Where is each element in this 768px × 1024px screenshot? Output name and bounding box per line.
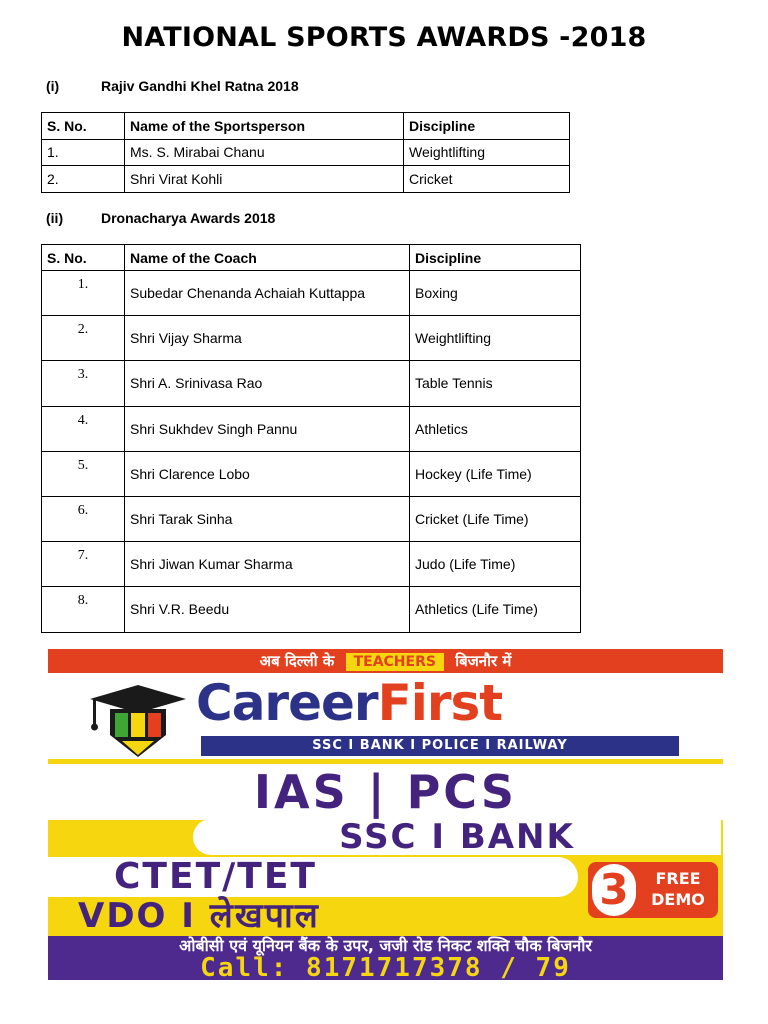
free-demo-badge xyxy=(588,862,718,918)
column-header: Discipline xyxy=(404,113,570,140)
ad-teachers-badge: TEACHERS xyxy=(346,653,444,671)
ad-brand-name xyxy=(196,673,502,733)
discipline-cell: Cricket xyxy=(404,166,570,193)
discipline-cell: Weightlifting xyxy=(410,316,581,361)
brand-first-text: First xyxy=(377,674,503,732)
serial-cell: 1. xyxy=(42,271,125,316)
name-cell: Shri Sukhdev Singh Pannu xyxy=(125,406,410,451)
serial-cell: 2. xyxy=(42,316,125,361)
khel-ratna-table xyxy=(41,112,570,193)
ad-ias-pcs-line: IAS | PCS xyxy=(48,761,723,820)
ad-ctet-line: CTET/TET xyxy=(48,857,578,897)
table-header-row xyxy=(42,245,581,271)
ad-tagline: SSC I BANK I POLICE I RAILWAY xyxy=(201,736,679,756)
table-row xyxy=(42,496,581,541)
serial-cell: 5. xyxy=(42,451,125,496)
name-cell: Shri Vijay Sharma xyxy=(125,316,410,361)
serial-cell: 8. xyxy=(42,587,125,632)
column-header: S. No. xyxy=(42,245,125,271)
free-demo-label xyxy=(642,868,714,910)
discipline-cell: Hockey (Life Time) xyxy=(410,451,581,496)
careerfirst-advertisement xyxy=(48,649,723,980)
dronacharya-table xyxy=(41,244,581,633)
name-cell: Shri A. Srinivasa Rao xyxy=(125,361,410,406)
table-row xyxy=(42,587,581,632)
section-1-number: (i) xyxy=(46,78,60,94)
discipline-cell: Athletics xyxy=(410,406,581,451)
table-row xyxy=(42,139,570,166)
brand-career-text: Career xyxy=(196,674,378,732)
table-row xyxy=(42,542,581,587)
serial-cell: 3. xyxy=(42,361,125,406)
section-1-title: Rajiv Gandhi Khel Ratna 2018 xyxy=(101,78,299,94)
section-2-number: (ii) xyxy=(46,210,64,226)
name-cell: Shri Clarence Lobo xyxy=(125,451,410,496)
ad-ssc-bank-line: SSC I BANK xyxy=(193,819,721,855)
table-row xyxy=(42,271,581,316)
ad-call-number: Call: 8171717378 / 79 xyxy=(200,953,571,980)
column-header: Name of the Sportsperson xyxy=(125,113,404,140)
discipline-cell: Weightlifting xyxy=(404,139,570,166)
discipline-cell: Athletics (Life Time) xyxy=(410,587,581,632)
page-title: NATIONAL SPORTS AWARDS -2018 xyxy=(121,22,647,53)
table-row xyxy=(42,166,570,193)
name-cell: Shri Jiwan Kumar Sharma xyxy=(125,542,410,587)
serial-cell: 1. xyxy=(42,139,125,166)
ad-band-left-text: अब दिल्ली के xyxy=(259,652,335,670)
serial-cell: 4. xyxy=(42,406,125,451)
table-row xyxy=(42,451,581,496)
ad-vdo-line: VDO I लेखपाल xyxy=(78,896,320,936)
serial-cell: 7. xyxy=(42,542,125,587)
serial-cell: 2. xyxy=(42,166,125,193)
column-header: Name of the Coach xyxy=(125,245,410,271)
section-2-title: Dronacharya Awards 2018 xyxy=(101,210,276,226)
discipline-cell: Cricket (Life Time) xyxy=(410,496,581,541)
discipline-cell: Judo (Life Time) xyxy=(410,542,581,587)
name-cell: Shri Virat Kohli xyxy=(125,166,404,193)
free-demo-line1: FREE xyxy=(655,869,701,888)
table-row xyxy=(42,406,581,451)
name-cell: Shri V.R. Beedu xyxy=(125,587,410,632)
section-2-heading xyxy=(46,210,446,228)
table-row xyxy=(42,361,581,406)
graduation-cap-pencil-icon xyxy=(88,683,188,759)
column-header: S. No. xyxy=(42,113,125,140)
serial-cell: 6. xyxy=(42,496,125,541)
ad-top-band xyxy=(48,649,723,673)
table-header-row xyxy=(42,113,570,140)
ad-address: ओबीसी एवं यूनियन बैंक के उपर, जजी रोड निकट शक्ति चौक बिजनौर xyxy=(179,936,592,955)
name-cell: Shri Tarak Sinha xyxy=(125,496,410,541)
name-cell: Subedar Chenanda Achaiah Kuttappa xyxy=(125,271,410,316)
discipline-cell: Table Tennis xyxy=(410,361,581,406)
section-1-heading xyxy=(46,78,446,96)
ad-band-right-text: बिजनौर में xyxy=(455,652,512,670)
column-header: Discipline xyxy=(410,245,581,271)
free-demo-number: 3 xyxy=(592,864,636,916)
discipline-cell: Boxing xyxy=(410,271,581,316)
table-row xyxy=(42,316,581,361)
ad-bottom-band xyxy=(48,936,723,980)
name-cell: Ms. S. Mirabai Chanu xyxy=(125,139,404,166)
free-demo-line2: DEMO xyxy=(651,890,705,909)
